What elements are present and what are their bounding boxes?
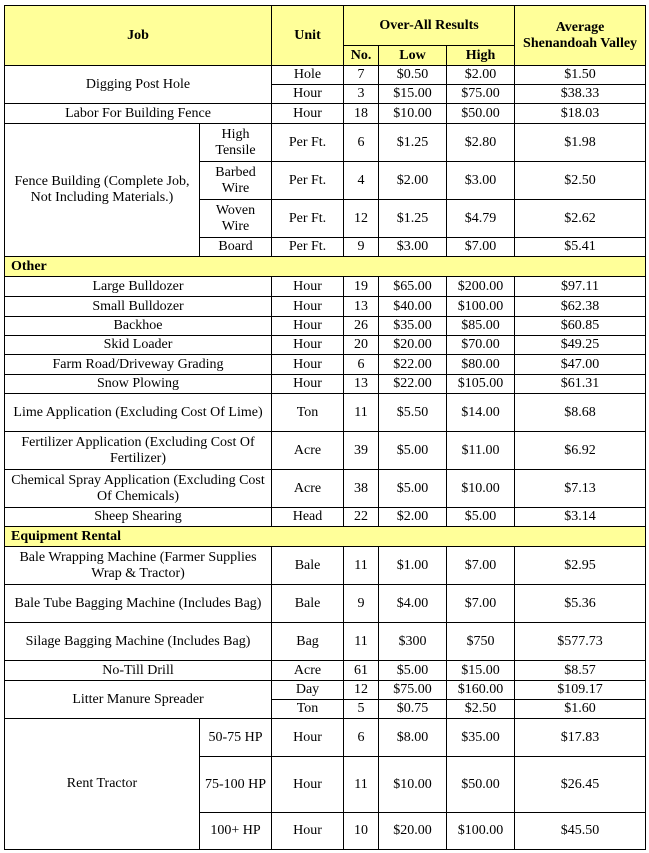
unit-cell: Hour (272, 104, 344, 124)
high-cell: $105.00 (447, 375, 515, 394)
table-row (5, 623, 646, 661)
unit-cell: Acre (272, 432, 344, 470)
high-cell: $80.00 (447, 355, 515, 375)
table-row (5, 375, 646, 394)
average-cell: $45.50 (515, 813, 646, 850)
low-cell: $40.00 (379, 297, 447, 317)
low-cell: $15.00 (379, 85, 447, 104)
job-cell: Lime Application (Excluding Cost Of Lime) (5, 394, 272, 432)
count-cell: 10 (344, 813, 379, 850)
low-cell: $5.00 (379, 661, 447, 681)
count-cell: 11 (344, 623, 379, 661)
low-cell: $2.00 (379, 508, 447, 527)
table-row (5, 681, 646, 700)
unit-cell: Day (272, 681, 344, 700)
table-row (5, 124, 646, 162)
unit-cell: Hour (272, 757, 344, 813)
job-cell: Chemical Spray Application (Excluding Cost Of Chemicals) (5, 470, 272, 508)
count-cell: 4 (344, 162, 379, 200)
low-cell: $1.25 (379, 200, 447, 238)
low-cell: $22.00 (379, 375, 447, 394)
high-cell: $5.00 (447, 508, 515, 527)
job-cell: Backhoe (5, 317, 272, 336)
table-row (5, 508, 646, 527)
count-cell: 9 (344, 585, 379, 623)
low-cell: $4.00 (379, 585, 447, 623)
count-cell: 6 (344, 124, 379, 162)
section-title: Equipment Rental (5, 527, 646, 547)
low-cell: $1.25 (379, 124, 447, 162)
unit-cell: Hour (272, 355, 344, 375)
count-cell: 26 (344, 317, 379, 336)
high-cell: $200.00 (447, 277, 515, 297)
average-cell: $47.00 (515, 355, 646, 375)
low-cell: $5.50 (379, 394, 447, 432)
high-cell: $3.00 (447, 162, 515, 200)
subtype-cell: Woven Wire (200, 200, 272, 238)
count-cell: 13 (344, 297, 379, 317)
unit-cell: Ton (272, 394, 344, 432)
unit-cell: Bale (272, 585, 344, 623)
high-cell: $2.50 (447, 700, 515, 719)
average-cell: $2.95 (515, 547, 646, 585)
high-cell: $2.00 (447, 66, 515, 85)
unit-cell: Bale (272, 547, 344, 585)
count-cell: 7 (344, 66, 379, 85)
job-cell: Large Bulldozer (5, 277, 272, 297)
job-cell: Fertilizer Application (Excluding Cost Of Fertilizer) (5, 432, 272, 470)
low-cell: $3.00 (379, 238, 447, 257)
table-row (5, 470, 646, 508)
average-cell: $8.57 (515, 661, 646, 681)
high-cell: $50.00 (447, 104, 515, 124)
unit-cell: Hour (272, 277, 344, 297)
header-unit: Unit (272, 6, 344, 66)
section-row-other (5, 257, 646, 277)
job-cell: Silage Bagging Machine (Includes Bag) (5, 623, 272, 661)
count-cell: 12 (344, 200, 379, 238)
low-cell: $35.00 (379, 317, 447, 336)
count-cell: 20 (344, 336, 379, 355)
section-row-equipment (5, 527, 646, 547)
header-no: No. (344, 46, 379, 66)
high-cell: $750 (447, 623, 515, 661)
low-cell: $20.00 (379, 813, 447, 850)
table-row (5, 297, 646, 317)
unit-cell: Bag (272, 623, 344, 661)
low-cell: $10.00 (379, 757, 447, 813)
count-cell: 3 (344, 85, 379, 104)
table-row (5, 336, 646, 355)
high-cell: $10.00 (447, 470, 515, 508)
job-cell: Farm Road/Driveway Grading (5, 355, 272, 375)
low-cell: $300 (379, 623, 447, 661)
count-cell: 61 (344, 661, 379, 681)
header-low: Low (379, 46, 447, 66)
high-cell: $50.00 (447, 757, 515, 813)
average-cell: $17.83 (515, 719, 646, 757)
count-cell: 9 (344, 238, 379, 257)
count-cell: 22 (344, 508, 379, 527)
average-cell: $62.38 (515, 297, 646, 317)
average-cell: $7.13 (515, 470, 646, 508)
job-cell: Bale Wrapping Machine (Farmer Supplies Wrap & Tractor) (5, 547, 272, 585)
unit-cell: Head (272, 508, 344, 527)
custom-rates-table (4, 5, 646, 850)
unit-cell: Hour (272, 85, 344, 104)
table-row (5, 719, 646, 757)
job-cell: No-Till Drill (5, 661, 272, 681)
average-cell: $2.50 (515, 162, 646, 200)
unit-cell: Per Ft. (272, 238, 344, 257)
unit-cell: Hour (272, 375, 344, 394)
high-cell: $160.00 (447, 681, 515, 700)
average-cell: $5.36 (515, 585, 646, 623)
table-row (5, 394, 646, 432)
high-cell: $11.00 (447, 432, 515, 470)
table-row (5, 432, 646, 470)
high-cell: $70.00 (447, 336, 515, 355)
high-cell: $2.80 (447, 124, 515, 162)
count-cell: 19 (344, 277, 379, 297)
subtype-cell: High Tensile (200, 124, 272, 162)
table-row (5, 547, 646, 585)
table-row (5, 661, 646, 681)
header-job: Job (5, 6, 272, 66)
job-cell: Fence Building (Complete Job, Not Including Materials.) (5, 124, 200, 257)
count-cell: 12 (344, 681, 379, 700)
unit-cell: Hour (272, 297, 344, 317)
section-title: Other (5, 257, 646, 277)
high-cell: $15.00 (447, 661, 515, 681)
average-cell: $61.31 (515, 375, 646, 394)
count-cell: 13 (344, 375, 379, 394)
high-cell: $4.79 (447, 200, 515, 238)
average-cell: $49.25 (515, 336, 646, 355)
count-cell: 6 (344, 719, 379, 757)
job-cell: Bale Tube Bagging Machine (Includes Bag) (5, 585, 272, 623)
header-high: High (447, 46, 515, 66)
high-cell: $35.00 (447, 719, 515, 757)
low-cell: $5.00 (379, 432, 447, 470)
low-cell: $2.00 (379, 162, 447, 200)
low-cell: $65.00 (379, 277, 447, 297)
subtype-cell: Barbed Wire (200, 162, 272, 200)
subtype-cell: 100+ HP (200, 813, 272, 850)
count-cell: 11 (344, 547, 379, 585)
table-row (5, 104, 646, 124)
high-cell: $85.00 (447, 317, 515, 336)
unit-cell: Per Ft. (272, 162, 344, 200)
unit-cell: Per Ft. (272, 124, 344, 162)
average-cell: $2.62 (515, 200, 646, 238)
average-cell: $1.98 (515, 124, 646, 162)
low-cell: $0.50 (379, 66, 447, 85)
high-cell: $7.00 (447, 547, 515, 585)
count-cell: 6 (344, 355, 379, 375)
subtype-cell: Board (200, 238, 272, 257)
job-cell: Litter Manure Spreader (5, 681, 272, 719)
subtype-cell: 75-100 HP (200, 757, 272, 813)
low-cell: $0.75 (379, 700, 447, 719)
high-cell: $75.00 (447, 85, 515, 104)
table-row (5, 317, 646, 336)
high-cell: $100.00 (447, 297, 515, 317)
unit-cell: Hole (272, 66, 344, 85)
job-cell: Sheep Shearing (5, 508, 272, 527)
average-cell: $1.50 (515, 66, 646, 85)
job-cell: Small Bulldozer (5, 297, 272, 317)
header-average: Average Shenandoah Valley (515, 6, 646, 66)
count-cell: 11 (344, 757, 379, 813)
unit-cell: Hour (272, 336, 344, 355)
low-cell: $22.00 (379, 355, 447, 375)
job-cell: Rent Tractor (5, 719, 200, 850)
unit-cell: Per Ft. (272, 200, 344, 238)
unit-cell: Acre (272, 661, 344, 681)
count-cell: 5 (344, 700, 379, 719)
average-cell: $8.68 (515, 394, 646, 432)
average-cell: $97.11 (515, 277, 646, 297)
unit-cell: Ton (272, 700, 344, 719)
table-row (5, 277, 646, 297)
average-cell: $577.73 (515, 623, 646, 661)
subtype-cell: 50-75 HP (200, 719, 272, 757)
low-cell: $75.00 (379, 681, 447, 700)
job-cell: Labor For Building Fence (5, 104, 272, 124)
unit-cell: Acre (272, 470, 344, 508)
low-cell: $10.00 (379, 104, 447, 124)
average-cell: $109.17 (515, 681, 646, 700)
low-cell: $20.00 (379, 336, 447, 355)
high-cell: $7.00 (447, 238, 515, 257)
high-cell: $7.00 (447, 585, 515, 623)
job-cell: Digging Post Hole (5, 66, 272, 104)
table-row (5, 585, 646, 623)
average-cell: $3.14 (515, 508, 646, 527)
unit-cell: Hour (272, 813, 344, 850)
table-row (5, 355, 646, 375)
average-cell: $18.03 (515, 104, 646, 124)
low-cell: $1.00 (379, 547, 447, 585)
average-cell: $26.45 (515, 757, 646, 813)
count-cell: 11 (344, 394, 379, 432)
count-cell: 39 (344, 432, 379, 470)
average-cell: $1.60 (515, 700, 646, 719)
average-cell: $60.85 (515, 317, 646, 336)
average-cell: $6.92 (515, 432, 646, 470)
average-cell: $38.33 (515, 85, 646, 104)
low-cell: $8.00 (379, 719, 447, 757)
count-cell: 38 (344, 470, 379, 508)
unit-cell: Hour (272, 719, 344, 757)
unit-cell: Hour (272, 317, 344, 336)
table-row (5, 66, 646, 85)
job-cell: Skid Loader (5, 336, 272, 355)
high-cell: $100.00 (447, 813, 515, 850)
average-cell: $5.41 (515, 238, 646, 257)
job-cell: Snow Plowing (5, 375, 272, 394)
count-cell: 18 (344, 104, 379, 124)
low-cell: $5.00 (379, 470, 447, 508)
header-overall: Over-All Results (344, 6, 515, 46)
high-cell: $14.00 (447, 394, 515, 432)
